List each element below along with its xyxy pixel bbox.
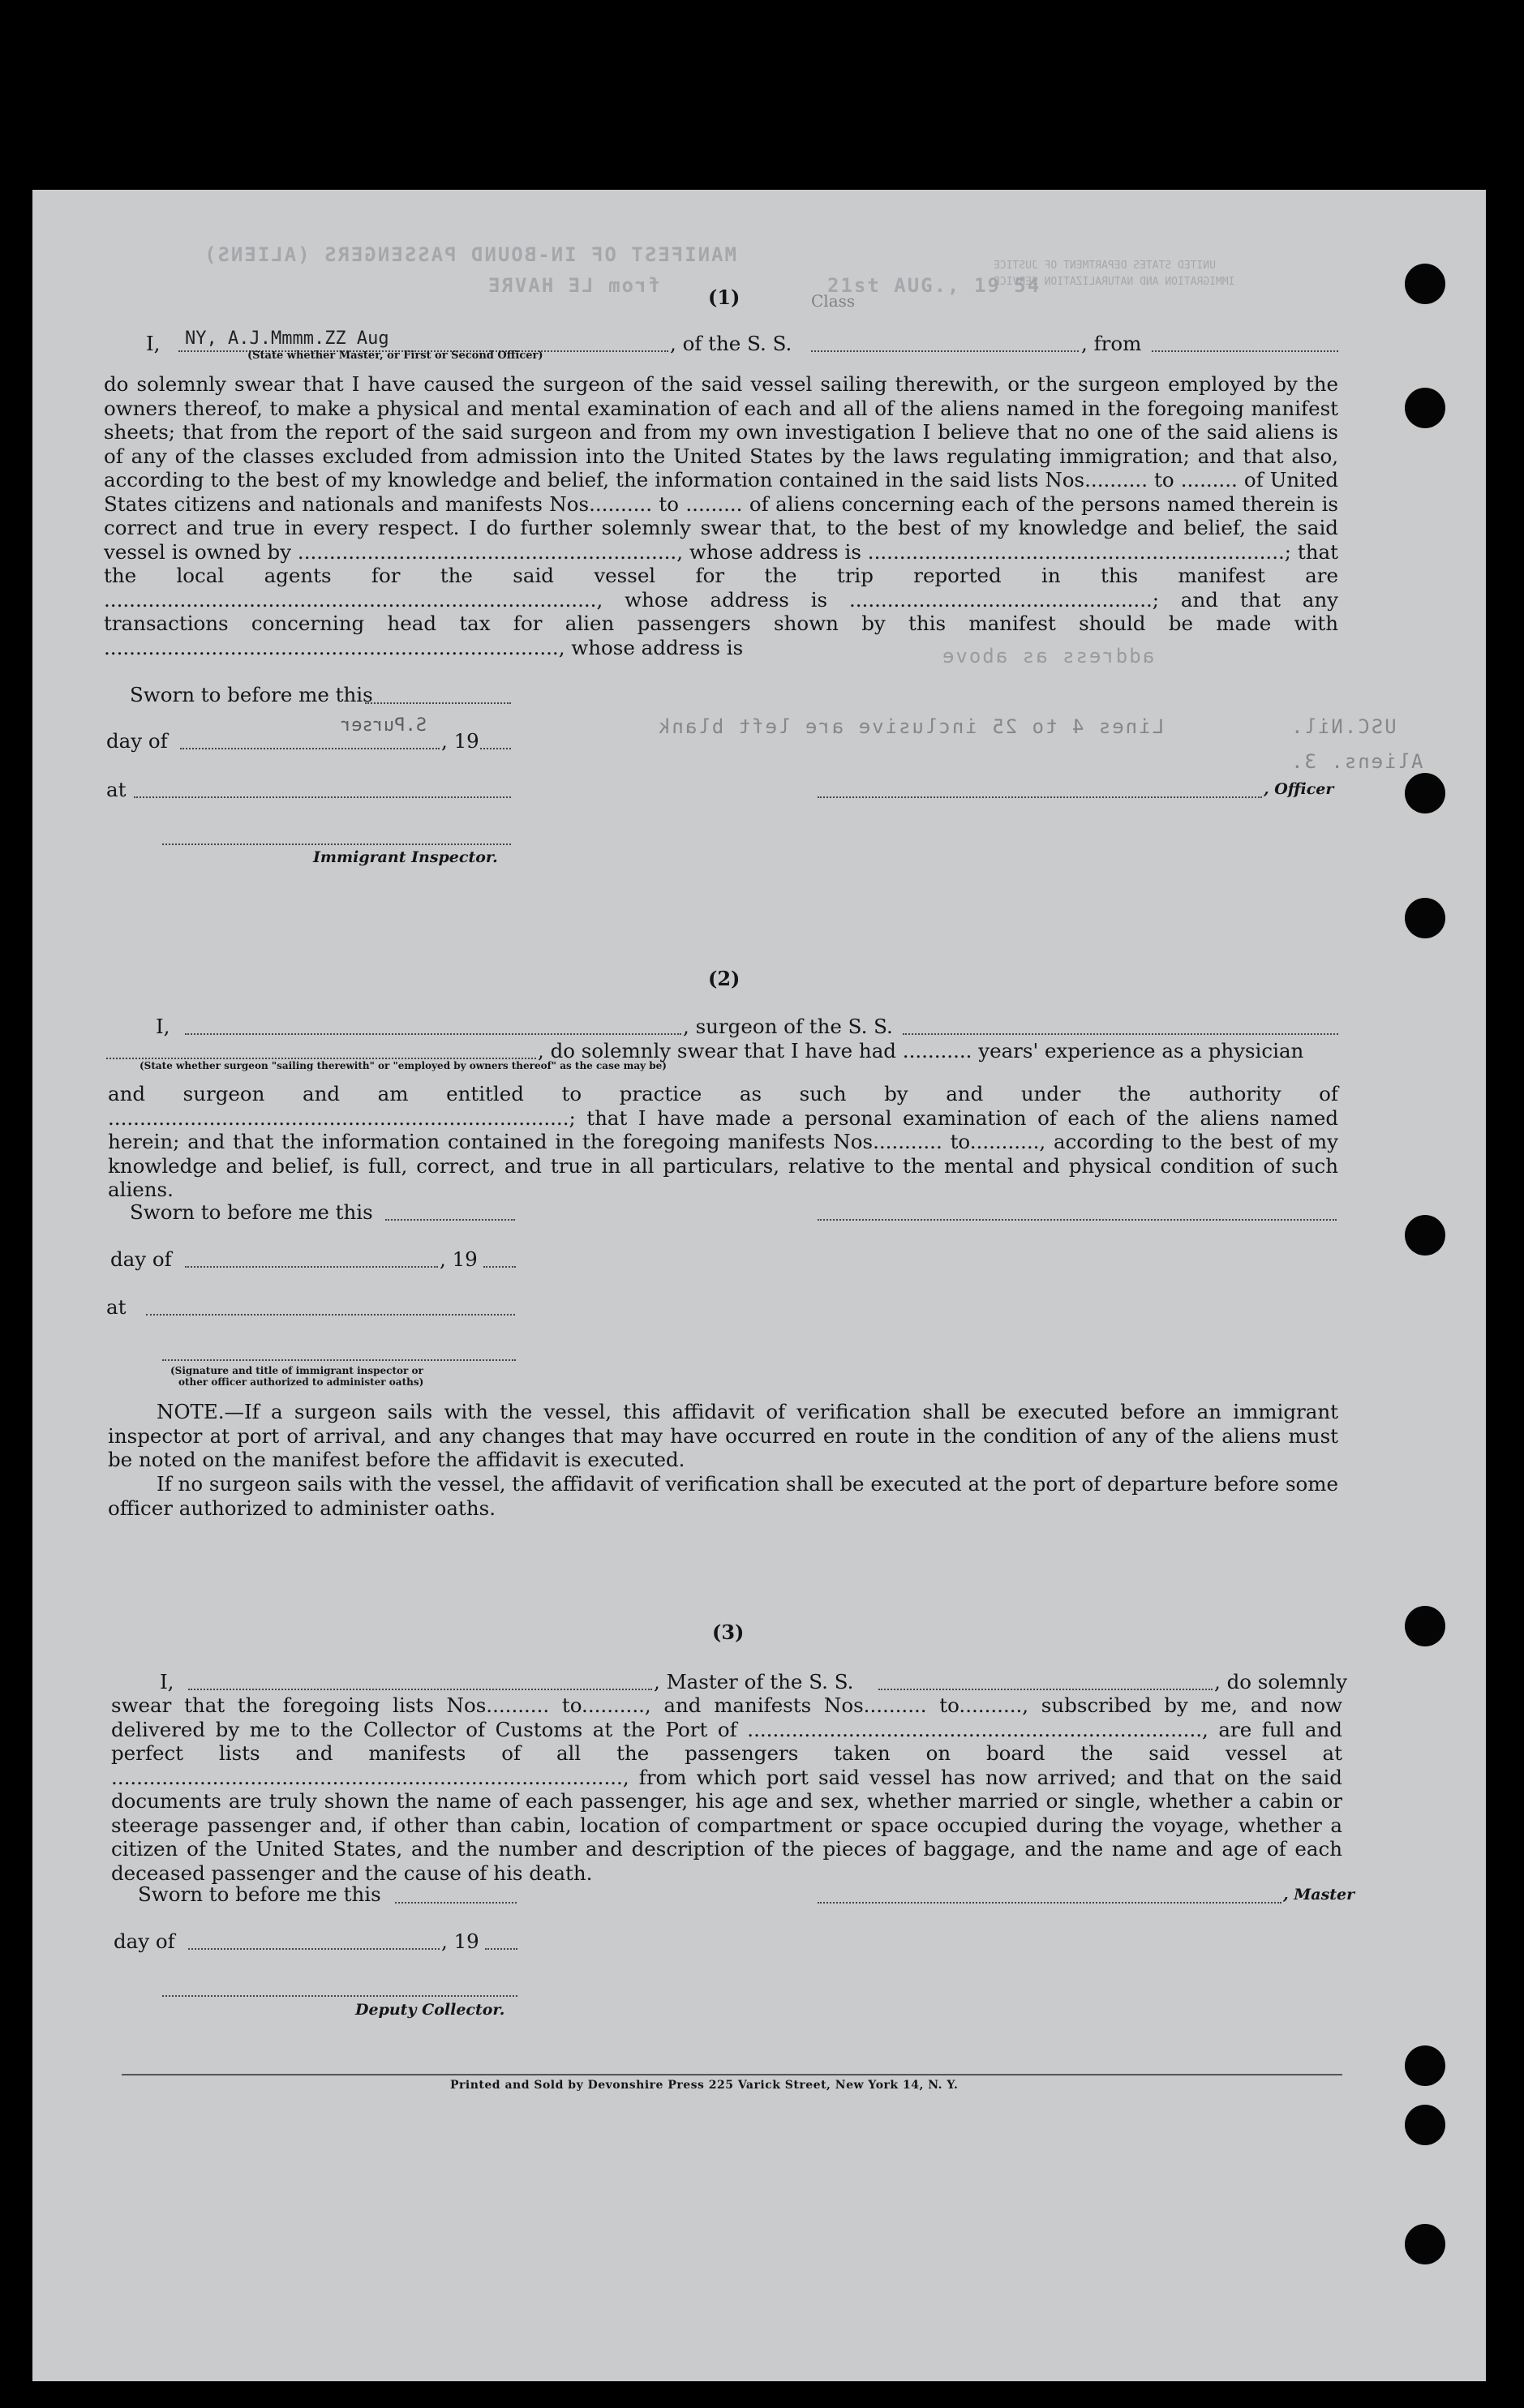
note-paragraph-2: If no surgeon sails with the vessel, the affidavit of verification shall be executed at the port of departure before some officer authorized to administer oaths. (108, 1472, 1338, 1520)
binder-hole (1405, 773, 1445, 813)
ghost-header-title: MANIFEST OF IN-BOUND PASSENGERS (ALIENS) (203, 243, 736, 266)
s2-year-blank (483, 1266, 516, 1268)
s1-day-label: day of (106, 729, 168, 753)
s2-line1-prefix: I, (156, 1015, 170, 1038)
s1-line1-mid: , of the S. S. (670, 332, 792, 355)
note-paragraph-1: NOTE.—If a surgeon sails with the vessel, this affidavit of verification shall be executed before an immigrant inspector at port of arrival, and any changes that may have occurred en route in the condition of any of the aliens must be noted on the manifest before the affidavit is executed. (108, 1400, 1338, 1471)
s1-from-blank (1152, 350, 1338, 352)
s1-inspector-label: Immigrant Inspector. (313, 848, 498, 866)
s1-body: do solemnly swear that I have caused the surgeon of the said vessel sailing therewith, or the surgeon employed by the owners thereof, to make a physical and mental examination of each and all of the aliens named in the foregoing manifest sheets; that from the report of the said surgeon and from my own investigation I believe that no one of the said aliens is of any of the classes excluded from admission into the United States by the laws regulating immigration; and that also, according to the best of my knowledge and belief, the information contained in the said lists Nos.......... to ......... of United States citizens and nationals and manifests Nos.......... to ......... of aliens concerning each of the persons named therein is correct and true in every respect. I do further solemnly swear that, to the best of my knowledge and belief, the said vessel is owned by ............................................................, whose address is ..................................................................; that the local agents for the said vessel for the trip reported in this manifest are .............................................................................., whose address is ................................................; and that any transactions concerning head tax for alien passengers shown by this manifest should be made with ........................................................................, whose address is (104, 372, 1338, 659)
s2-at-label: at (106, 1295, 127, 1319)
s3-line1-end: , do solemnly (1214, 1670, 1348, 1693)
s1-inspector-blank (162, 843, 511, 845)
s3-sworn-label: Sworn to before me this (138, 1882, 381, 1906)
s1-ship-blank (811, 350, 1079, 352)
s1-purser-typed: S.Purser (341, 715, 427, 736)
s3-master-label: , Master (1283, 1886, 1355, 1904)
ghost-typed-lines-blank: Lines 4 to 25 inclusive are left blank (657, 715, 1165, 738)
binder-hole (1405, 264, 1445, 304)
s3-ship-blank (878, 1689, 1213, 1690)
section-3-number: (3) (712, 1620, 745, 1644)
s1-officer-label: , Officer (1264, 780, 1334, 798)
binder-hole (1405, 2224, 1445, 2264)
s2-status-caption: (State whether surgeon "sailing therewith" or "employed by owners thereof" as the case may be) (140, 1060, 667, 1071)
ghost-header-date: 21st AUG., 19 54 (827, 274, 1041, 297)
s2-sig-caption-2: other officer authorized to administer oaths) (178, 1376, 424, 1388)
s2-year-label: , 19 (440, 1247, 478, 1271)
s2-name-blank (185, 1033, 681, 1035)
binder-hole (1405, 898, 1445, 938)
s3-collector-blank (162, 1995, 517, 1997)
printer-imprint: Printed and Sold by Devonshire Press 225 Varick Street, New York 14, N. Y. (450, 2079, 959, 2092)
s3-sworn-blank (395, 1902, 517, 1904)
s3-day-label: day of (114, 1929, 175, 1953)
s1-year-blank (480, 748, 511, 749)
footer-rule (122, 2074, 1342, 2075)
s2-sig-caption-1: (Signature and title of immigrant inspector or (170, 1365, 423, 1376)
s1-year-label: , 19 (441, 729, 479, 753)
s3-year-label: , 19 (441, 1929, 479, 1953)
s3-name-blank (188, 1689, 652, 1690)
section-1-number: (1) (708, 285, 741, 309)
section-2-number: (2) (708, 967, 741, 990)
ghost-typed-address: address as above (941, 645, 1155, 667)
ghost-class-label: Class (811, 291, 856, 311)
s2-ship-blank (903, 1033, 1338, 1035)
s1-line1-prefix: I, (146, 332, 161, 355)
s2-inspector-blank (162, 1359, 516, 1361)
ghost-typed-usc: USC.Nil. (1290, 715, 1397, 738)
binder-hole (1405, 2105, 1445, 2145)
binder-hole (1405, 2045, 1445, 2086)
binder-hole (1405, 388, 1445, 428)
s1-sworn-label: Sworn to before me this (130, 683, 373, 706)
s1-sworn-blank (365, 702, 511, 704)
binder-hole (1405, 1606, 1445, 1646)
s3-collector-label: Deputy Collector. (355, 2001, 505, 2019)
s3-line1-prefix: I, (160, 1670, 174, 1693)
s3-day-blank (188, 1948, 440, 1950)
s1-day-blank (180, 748, 440, 749)
s2-sworn-label: Sworn to before me this (130, 1200, 373, 1224)
s1-officer-caption: (State whether Master, or First or Second Officer) (247, 350, 543, 362)
s2-day-blank (185, 1266, 438, 1268)
s1-officer-sig-blank (818, 796, 1262, 798)
s2-sworn-blank (385, 1219, 515, 1221)
s3-line1-mid: , Master of the S. S. (654, 1670, 854, 1693)
s2-sig-blank (818, 1219, 1337, 1221)
ghost-agency-line: UNITED STATES DEPARTMENT OF JUSTICE (994, 260, 1216, 272)
s2-at-blank (146, 1314, 515, 1316)
s3-year-blank (485, 1948, 517, 1950)
ghost-agency-line: IMMIGRATION AND NATURALIZATION SERVICE (994, 276, 1235, 288)
ghost-typed-aliens: Aliens. 3. (1290, 750, 1423, 773)
s2-body: and surgeon and am entitled to practice as such by and under the authority of .........................................................................; that I have made a personal examination of each of the aliens named herein; and that the information contained in the foregoing manifests Nos........... to..........., according to the best of my knowledge and belief, is full, correct, and true in all particulars, relative to the mental and physical condition of such aliens. (108, 1082, 1338, 1201)
ghost-header-from: from LE HAVRE (487, 274, 660, 297)
s3-body: swear that the foregoing lists Nos.......... to.........., and manifests Nos.......... to.........., subscribed by me, and now delivered by me to the Collector of Customs at the Port of ........................................................................, are full and perfect lists and manifests of all the passengers taken on board the said vessel at ................................................................................., from which port said vessel has now arrived; and that on the said documents are truly shown the name of each passenger, his age and sex, whether married or single, whether a cabin or steerage passenger and, if other than cabin, location of compartment or space occupied during the voyage, whether a citizen of the United States, and the number and description of the pieces of baggage, and the name and age of each deceased passenger and the cause of his death. (111, 1693, 1342, 1885)
s2-line2: , do solemnly swear that I have had ........... years' experience as a physician (538, 1039, 1304, 1062)
s2-day-label: day of (110, 1247, 172, 1271)
s2-status-blank (106, 1058, 536, 1059)
binder-hole (1405, 1215, 1445, 1256)
s1-at-label: at (106, 778, 127, 801)
s1-officer-typed: NY, A.J.Mmmm.ZZ Aug (185, 328, 389, 349)
s1-at-blank (134, 796, 511, 798)
s3-master-blank (818, 1902, 1281, 1904)
s1-line1-end: , from (1081, 332, 1142, 355)
s2-line1-mid: , surgeon of the S. S. (683, 1015, 893, 1038)
